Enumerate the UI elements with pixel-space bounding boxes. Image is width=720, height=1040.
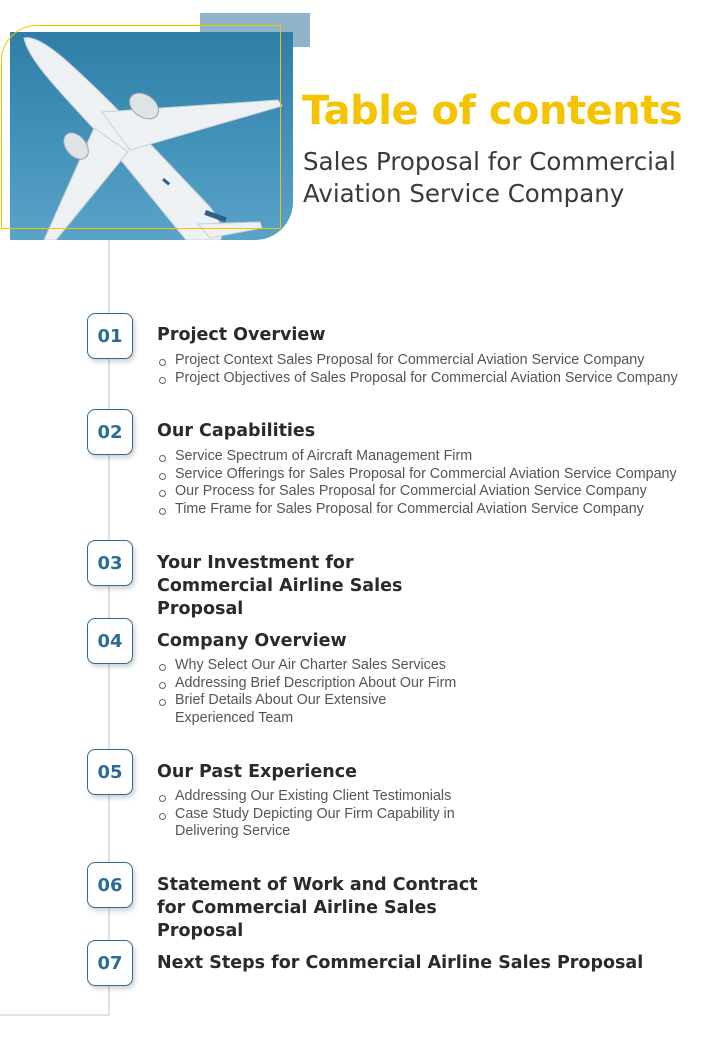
section-number: 01 [87,313,133,359]
section-title[interactable]: Company Overview [157,631,347,651]
section-number: 07 [87,940,133,986]
section-number: 02 [87,409,133,455]
section-number: 06 [87,862,133,908]
hero [0,0,720,250]
bullet-item[interactable]: Addressing Brief Description About Our Firm [158,675,456,693]
section-title[interactable]: Project Overview [157,325,326,345]
section-title[interactable]: Your Investment for Commercial Airline Sales Proposal [157,553,403,619]
bullet-item[interactable]: Service Offerings for Sales Proposal for Commercial Aviation Service Company [158,466,677,484]
section-bullets [158,448,677,519]
section-bullets [158,788,475,841]
page-subtitle: Sales Proposal for Commercial Aviation Service Company [303,147,676,208]
bullet-item[interactable]: Case Study Depicting Our Firm Capability in Delivering Service [158,806,475,841]
yellow-frame [1,25,281,229]
bullet-item[interactable]: Brief Details About Our Extensive Experienced Team [158,692,405,727]
section-number: 03 [87,540,133,586]
bullet-item[interactable]: Time Frame for Sales Proposal for Commercial Aviation Service Company [158,501,677,519]
bullet-item[interactable]: Project Objectives of Sales Proposal for Commercial Aviation Service Company [158,370,678,388]
bullet-item[interactable]: Our Process for Sales Proposal for Commercial Aviation Service Company [158,483,677,501]
bullet-item[interactable]: Why Select Our Air Charter Sales Services [158,657,456,675]
bullet-item[interactable]: Project Context Sales Proposal for Commercial Aviation Service Company [158,352,678,370]
section-bullets [158,657,456,728]
bullet-item[interactable]: Service Spectrum of Aircraft Management Firm [158,448,677,466]
section-title[interactable]: Next Steps for Commercial Airline Sales Proposal [157,953,644,973]
section-number: 05 [87,749,133,795]
section-number: 04 [87,618,133,664]
bullet-item[interactable]: Addressing Our Existing Client Testimonials [158,788,475,806]
section-bullets [158,352,678,387]
timeline-foot [0,1014,110,1016]
section-title[interactable]: Our Past Experience [157,762,357,782]
section-title[interactable]: Our Capabilities [157,421,316,441]
section-title[interactable]: Statement of Work and Contract for Commercial Airline Sales Proposal [157,875,478,941]
page-title: Table of contents [302,88,683,134]
